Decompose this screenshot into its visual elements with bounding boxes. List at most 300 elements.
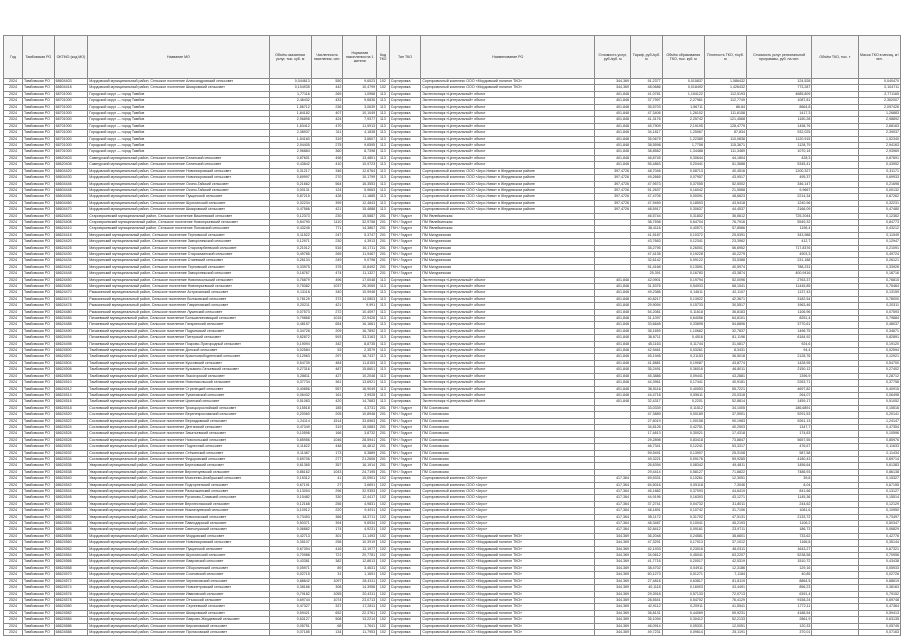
table-cell[interactable]: Городской округ — город Тамбов xyxy=(88,123,269,129)
table-cell[interactable]: 3,9928 xyxy=(343,392,377,398)
column-header[interactable]: Масса ТКО в месяц, кг/чел. xyxy=(858,36,900,79)
table-cell[interactable]: 0,11522 xyxy=(269,232,311,238)
table-cell[interactable]: 0,31802 xyxy=(662,213,704,219)
table-cell[interactable]: 0,11467 xyxy=(269,450,311,456)
table-cell[interactable]: Сосновский муниципальный район, Сельское поселение Подлесный сельсовет xyxy=(88,444,269,450)
table-cell[interactable]: 8,7398 xyxy=(343,149,377,155)
table-cell[interactable]: 2024 xyxy=(4,91,23,97)
table-cell[interactable]: 4,3913 xyxy=(343,239,377,245)
table-cell[interactable]: 2024 xyxy=(4,623,23,629)
table-cell[interactable]: Тамбовская РО xyxy=(22,572,54,578)
table-cell[interactable]: Экотехнопарк «Центральный» объект xyxy=(421,348,595,354)
table-cell[interactable]: 2024 xyxy=(4,303,23,309)
table-cell[interactable]: Мордовский муниципальный район, Сельское поселение Черняновский сельсовет xyxy=(88,578,269,584)
table-cell[interactable]: 2166,09 xyxy=(746,207,811,213)
table-cell[interactable]: 2024 xyxy=(4,380,23,386)
table-cell[interactable]: 1396,9 xyxy=(746,373,811,379)
table-cell[interactable]: 42,1933 xyxy=(631,546,663,552)
table-cell[interactable]: ТКН / Гидрот xyxy=(389,444,421,450)
table-cell[interactable]: 5,3747 xyxy=(343,232,377,238)
table-cell[interactable]: Сортировка xyxy=(389,585,421,591)
table-cell[interactable]: 1240,96 xyxy=(746,200,811,206)
table-cell[interactable]: 417,364 xyxy=(595,514,631,520)
table-cell[interactable]: 0,27402 xyxy=(858,367,900,373)
table-cell[interactable]: 47,4135 xyxy=(631,251,663,257)
table-cell[interactable]: 2024 xyxy=(4,456,23,462)
table-cell[interactable]: 52,8412 xyxy=(631,527,663,533)
table-cell[interactable]: 16,9049 xyxy=(343,386,377,392)
table-cell[interactable]: Мордовский муниципальный район, Сельское поселение Пущинский сельсовет xyxy=(88,546,269,552)
table-cell[interactable]: 32,9758 xyxy=(343,219,377,225)
table-cell[interactable]: Экотехнопарк «Центральный» объект xyxy=(421,143,595,149)
table-cell[interactable]: 16,4812 xyxy=(343,444,377,450)
table-cell[interactable]: Тамбовская РО xyxy=(22,187,54,193)
table-cell[interactable]: 0,85976 xyxy=(858,437,900,443)
table-cell[interactable]: 43,5418 xyxy=(704,200,746,206)
table-cell[interactable]: 0,31171 xyxy=(858,168,900,174)
table-cell[interactable]: ТКН / Гидрот xyxy=(389,405,421,411)
table-cell[interactable]: 2024 xyxy=(4,540,23,546)
table-cell[interactable]: 46,0311 xyxy=(704,546,746,552)
table-cell[interactable]: 1428,95 xyxy=(746,360,811,366)
table-cell[interactable]: ПМ Сосновская xyxy=(421,456,595,462)
table-cell[interactable]: 113 xyxy=(377,367,390,373)
table-cell[interactable]: 0,12373 xyxy=(269,213,311,219)
table-cell[interactable]: 1,84182 xyxy=(269,111,311,117)
table-cell[interactable]: Уваровский муниципальный район, Сельское поселение Разъезжинский сельсовет xyxy=(88,489,269,495)
table-cell[interactable]: 442 xyxy=(311,85,343,91)
table-cell[interactable]: 68624510 xyxy=(54,380,88,386)
table-cell[interactable]: ПМ Сосновская xyxy=(421,424,595,430)
table-cell[interactable]: 2024 xyxy=(4,431,23,437)
table-cell[interactable]: 111,6158 xyxy=(704,111,746,117)
table-cell[interactable]: 5345,41 xyxy=(746,162,811,168)
table-cell[interactable]: Экотехнопарк «Центральный» объект xyxy=(421,322,595,328)
table-cell[interactable]: Тамбовская РО xyxy=(22,149,54,155)
table-cell[interactable]: 0,21012 xyxy=(269,245,311,251)
table-cell[interactable]: 0,73497 xyxy=(858,514,900,520)
table-cell[interactable]: Тамбовская РО xyxy=(22,565,54,571)
table-cell[interactable]: Сортировка xyxy=(389,540,421,546)
table-cell[interactable]: Тамбовская РО xyxy=(22,111,54,117)
table-cell[interactable]: 68624588 xyxy=(54,629,88,635)
table-cell[interactable]: 2024 xyxy=(4,296,23,302)
table-cell[interactable]: 2024 xyxy=(4,489,23,495)
table-cell[interactable]: 421 xyxy=(311,303,343,309)
table-cell[interactable]: 2024 xyxy=(4,424,23,430)
table-cell[interactable]: Экотехнопарк «Центральный» объект xyxy=(421,341,595,347)
table-cell[interactable]: 113 xyxy=(377,155,390,161)
table-cell[interactable]: Сортировочный комплекс ООО «Мордовский полигон ТКО» xyxy=(421,617,595,623)
table-cell[interactable]: 0,07185 xyxy=(269,629,311,635)
table-cell[interactable]: 2,94163 xyxy=(858,143,900,149)
table-cell[interactable]: 0,13591 xyxy=(662,264,704,270)
table-cell[interactable]: 401,848 xyxy=(595,123,631,129)
table-cell[interactable]: 68624508 xyxy=(54,373,88,379)
table-cell[interactable]: 0,42751 xyxy=(662,424,704,430)
table-cell[interactable]: Тамбовская РО xyxy=(22,341,54,347)
table-cell[interactable]: 0,87601 xyxy=(269,155,311,161)
table-cell[interactable]: 10,0901 xyxy=(343,476,377,482)
table-cell[interactable]: 63,2207 xyxy=(704,553,746,559)
table-cell[interactable]: Тамбовская РО xyxy=(22,181,54,187)
table-cell[interactable]: 2024 xyxy=(4,604,23,610)
table-cell[interactable]: 400,9416 xyxy=(746,271,811,277)
table-cell[interactable]: 49,3221 xyxy=(631,456,663,462)
table-cell[interactable]: 52,8814 xyxy=(704,399,746,405)
table-cell[interactable]: 0,09614 xyxy=(662,629,704,635)
table-cell[interactable]: 0,00131 xyxy=(269,187,311,193)
table-cell[interactable]: 4,3731 xyxy=(343,405,377,411)
table-cell[interactable]: 587,58 xyxy=(746,450,811,456)
table-cell[interactable]: Мордовский муниципальный район, Сельское поселение Кирсановский сельсовет xyxy=(88,623,269,629)
table-cell[interactable]: 0,11549 xyxy=(858,232,900,238)
table-cell[interactable]: 1,54160 xyxy=(269,136,311,142)
table-cell[interactable]: 2024 xyxy=(4,617,23,623)
table-cell[interactable]: 166 xyxy=(311,431,343,437)
table-cell[interactable]: 81,1196 xyxy=(704,335,746,341)
table-cell[interactable]: 38,4702 xyxy=(631,565,663,571)
table-cell[interactable]: 201 xyxy=(377,405,390,411)
table-cell[interactable]: Экотехнопарк «Центральный» объект xyxy=(421,328,595,334)
table-cell[interactable]: ПМ Мичуринская xyxy=(421,245,595,251)
table-cell[interactable]: 2024 xyxy=(4,187,23,193)
table-cell[interactable]: 54,6806 xyxy=(704,322,746,328)
table-cell[interactable]: 2024 xyxy=(4,181,23,187)
table-cell[interactable]: 2024 xyxy=(4,149,23,155)
table-cell[interactable]: 401,848 xyxy=(595,155,631,161)
table-cell[interactable]: 201 xyxy=(377,456,390,462)
table-cell[interactable]: 6391,4 xyxy=(746,591,811,597)
table-cell[interactable]: 0,20441 xyxy=(662,162,704,168)
table-cell[interactable]: 0,104935 xyxy=(269,85,311,91)
table-cell[interactable]: 0,87262 xyxy=(858,194,900,200)
table-cell[interactable]: 1046 xyxy=(311,437,343,443)
table-cell[interactable]: Тамбовская РО xyxy=(22,264,54,270)
table-cell[interactable]: 28,5941 xyxy=(343,437,377,443)
table-cell[interactable]: 1,56711 xyxy=(662,104,704,110)
table-cell[interactable]: 0,05331 xyxy=(662,623,704,629)
table-cell[interactable]: 57,8566 xyxy=(704,226,746,232)
table-cell[interactable]: 44,6419 xyxy=(704,489,746,495)
table-cell[interactable]: 0,85956 xyxy=(269,437,311,443)
table-cell[interactable]: Сортировочный комплекс ООО «Агро» xyxy=(421,527,595,533)
table-cell[interactable]: 375 xyxy=(311,264,343,270)
table-cell[interactable]: 2024 xyxy=(4,367,23,373)
table-cell[interactable]: 68624522 xyxy=(54,418,88,424)
table-cell[interactable]: 0,30637 xyxy=(662,207,704,213)
table-cell[interactable]: 39,8 xyxy=(746,476,811,482)
table-cell[interactable]: 0,40053 xyxy=(662,386,704,392)
table-cell[interactable]: 397,4726 xyxy=(595,200,631,206)
table-cell[interactable]: 2024 xyxy=(4,444,23,450)
table-cell[interactable]: 2,96884 xyxy=(269,149,311,155)
table-cell[interactable]: 11,1327 xyxy=(343,271,377,277)
table-cell[interactable]: 0,15516 xyxy=(858,405,900,411)
table-cell[interactable]: 2024 xyxy=(4,168,23,174)
table-cell[interactable]: Сортировочный комплекс ООО «Агро» xyxy=(421,476,595,482)
table-cell[interactable]: 0,13159 xyxy=(858,290,900,296)
table-cell[interactable]: 128,4779 xyxy=(704,123,746,129)
table-cell[interactable]: 2024 xyxy=(4,392,23,398)
table-cell[interactable]: 0,67394 xyxy=(269,546,311,552)
table-cell[interactable]: 401,848 xyxy=(595,373,631,379)
table-cell[interactable]: 68701000 xyxy=(54,104,88,110)
table-cell[interactable]: Сортировка xyxy=(389,194,421,200)
table-cell[interactable]: Мичуринский муниципальный район, Сельское поселение Старотарбеевский сельсовет xyxy=(88,245,269,251)
table-cell[interactable]: 87,834 xyxy=(704,130,746,136)
table-cell[interactable]: Сортировка xyxy=(389,367,421,373)
table-cell[interactable]: 397,4726 xyxy=(595,207,631,213)
table-cell[interactable]: 68624564 xyxy=(54,553,88,559)
table-cell[interactable]: Уваровский муниципальный район, Сельское поселение Свинолужский сельсовет xyxy=(88,527,269,533)
table-cell[interactable]: Тамбовская РО xyxy=(22,623,54,629)
table-cell[interactable]: Сортировка xyxy=(389,476,421,482)
table-cell[interactable]: Мордовский муниципальный район, Сельское поселение Шмаровский сельсовет xyxy=(88,610,269,616)
table-cell[interactable]: Тамбовская РО xyxy=(22,399,54,405)
table-cell[interactable]: 0,15514 xyxy=(858,495,900,501)
table-cell[interactable]: Экотехнопарк «Центральный» объект xyxy=(421,303,595,309)
table-cell[interactable]: 0,27316 xyxy=(269,367,311,373)
table-cell[interactable]: 5238,58 xyxy=(746,553,811,559)
table-cell[interactable]: 34,8126 xyxy=(631,424,663,430)
table-cell[interactable]: 924,6 xyxy=(746,341,811,347)
table-cell[interactable]: Староюрьевский муниципальный район, Сельское поселение Поповский сельсовет xyxy=(88,226,269,232)
table-cell[interactable]: 0,00091 xyxy=(662,194,704,200)
table-cell[interactable]: 68624546 xyxy=(54,495,88,501)
table-cell[interactable]: Тамбовская РО xyxy=(22,604,54,610)
table-cell[interactable]: 0,43245 xyxy=(269,226,311,232)
table-cell[interactable]: ПМ Сосновская xyxy=(421,437,595,443)
table-cell[interactable]: Тамбовская РО xyxy=(22,85,54,91)
table-cell[interactable]: 31 xyxy=(311,572,343,578)
table-cell[interactable]: 0,05118 xyxy=(662,482,704,488)
table-cell[interactable]: 401,848 xyxy=(595,130,631,136)
table-cell[interactable]: 121,4568 xyxy=(704,117,746,123)
table-cell[interactable]: Сортировка xyxy=(389,187,421,193)
table-cell[interactable]: 3,6691 xyxy=(343,482,377,488)
table-cell[interactable]: 0,04911 xyxy=(662,565,704,571)
table-cell[interactable]: 49,7231 xyxy=(631,629,663,635)
table-cell[interactable]: Тамбовская РО xyxy=(22,130,54,136)
table-cell[interactable]: 0,54933 xyxy=(662,284,704,290)
table-cell[interactable]: 330 xyxy=(311,495,343,501)
table-cell[interactable]: 102 xyxy=(377,610,390,616)
table-cell[interactable]: 773,287 xyxy=(746,85,811,91)
table-cell[interactable]: Сортировка xyxy=(389,392,421,398)
table-cell[interactable]: 487 xyxy=(311,367,343,373)
table-cell[interactable]: 401,848 xyxy=(595,162,631,168)
table-cell[interactable]: Сортировочный комплекс ООО «Мордовский полигон ТКО» xyxy=(421,591,595,597)
table-cell[interactable]: 2,3579 xyxy=(343,348,377,354)
table-cell[interactable]: 13,1977 xyxy=(343,546,377,552)
table-cell[interactable]: 35,5703 xyxy=(631,104,663,110)
table-cell[interactable]: Сортировочный комплекс ООО «Агро» xyxy=(421,489,595,495)
table-cell[interactable]: 1128,79 xyxy=(746,143,811,149)
table-cell[interactable]: 397,4726 xyxy=(595,194,631,200)
table-cell[interactable]: 0,43952 xyxy=(858,162,900,168)
table-cell[interactable]: 113 xyxy=(377,277,390,283)
table-cell[interactable]: Тамбовская РО xyxy=(22,578,54,584)
table-cell[interactable]: 15,0883 xyxy=(343,424,377,430)
table-cell[interactable]: 4,9231 xyxy=(343,527,377,533)
table-cell[interactable]: 36,1659 xyxy=(631,328,663,334)
table-cell[interactable]: Тамбовская РО xyxy=(22,373,54,379)
table-cell[interactable]: Сортировочный комплекс ООО «Агро-Нива» в Жердевском районе xyxy=(421,200,595,206)
table-cell[interactable]: 68624410 xyxy=(54,226,88,232)
table-cell[interactable]: 1097 xyxy=(311,578,343,584)
table-cell[interactable]: Сортировка xyxy=(389,155,421,161)
table-cell[interactable]: 68624526 xyxy=(54,431,88,437)
table-cell[interactable]: Уваровский муниципальный район, Сельское поселение Нижнечуевский сельсовет xyxy=(88,508,269,514)
table-cell[interactable]: ПМ Явлейкинская xyxy=(421,213,595,219)
table-cell[interactable]: 0,86162 xyxy=(269,469,311,475)
table-cell[interactable]: Мордовский муниципальный район, Сельское поселение Александровский сельсовет xyxy=(88,79,269,85)
table-cell[interactable]: 416 xyxy=(311,546,343,552)
table-cell[interactable]: 0,01271 xyxy=(662,572,704,578)
table-cell[interactable]: 0,34728 xyxy=(269,328,311,334)
table-cell[interactable]: Сортировочный комплекс ООО «Мордовский полигон ТКО» xyxy=(421,597,595,603)
table-cell[interactable]: 113 xyxy=(377,200,390,206)
table-cell[interactable]: 401,848 xyxy=(595,104,631,110)
table-cell[interactable]: 68624450 xyxy=(54,277,88,283)
table-cell[interactable]: Экотехнопарк «Центральный» объект xyxy=(421,104,595,110)
table-cell[interactable]: Мичуринский муниципальный район, Сельское поселение Новоникольский сельсовет xyxy=(88,277,269,283)
table-cell[interactable]: Экотехнопарк «Центральный» объект xyxy=(421,98,595,104)
table-cell[interactable]: 13,2214 xyxy=(343,617,377,623)
table-cell[interactable]: 0,49785 xyxy=(269,251,311,257)
table-cell[interactable]: Тамбовская РО xyxy=(22,540,54,546)
table-cell[interactable]: 733,62 xyxy=(746,533,811,539)
table-cell[interactable]: 401,848 xyxy=(595,335,631,341)
table-cell[interactable]: 36,8131 xyxy=(631,610,663,616)
table-cell[interactable]: 2024 xyxy=(4,200,23,206)
table-cell[interactable]: 401,848 xyxy=(595,284,631,290)
table-cell[interactable]: 2024 xyxy=(4,450,23,456)
table-cell[interactable]: 54,2081 xyxy=(631,309,663,315)
table-cell[interactable]: 43,2881 xyxy=(704,373,746,379)
table-cell[interactable]: 249 xyxy=(311,258,343,264)
table-cell[interactable]: Мордовский муниципальный район, Сельское поселение Лаврово-Жердевский сельсовет xyxy=(88,617,269,623)
table-cell[interactable]: 10,9723 xyxy=(343,162,377,168)
table-cell[interactable]: 0,28712 xyxy=(858,373,900,379)
table-cell[interactable]: 68620408 xyxy=(54,162,88,168)
table-cell[interactable]: Сортировка xyxy=(389,175,421,181)
table-cell[interactable]: Сортировка xyxy=(389,380,421,386)
table-cell[interactable]: 0,79182 xyxy=(269,591,311,597)
table-cell[interactable]: 0,47327 xyxy=(269,604,311,610)
table-cell[interactable]: 2133,72 xyxy=(746,514,811,520)
table-cell[interactable]: Тамбовский муниципальный район, Сельское поселение Тулиновский сельсовет xyxy=(88,392,269,398)
table-cell[interactable]: 32,7837 xyxy=(704,328,746,334)
table-cell[interactable]: 1,7758 xyxy=(662,143,704,149)
table-cell[interactable]: 373 xyxy=(311,296,343,302)
table-cell[interactable]: ТКН / Гидрот xyxy=(389,437,421,443)
table-cell[interactable]: Уваровский муниципальный район, Сельское поселение Моисеево-Алабушский сельсовет xyxy=(88,476,269,482)
table-cell[interactable]: 0,20141 xyxy=(858,412,900,418)
table-cell[interactable]: 1,586432 xyxy=(704,79,746,85)
table-cell[interactable]: 110,0838 xyxy=(704,136,746,142)
table-cell[interactable]: Сортировочный комплекс ООО «Мордовский полигон ТКО» xyxy=(421,540,595,546)
table-cell[interactable]: 68624530 xyxy=(54,444,88,450)
table-cell[interactable]: Сосновский муниципальный район, Сельское поселение Верхнеярославский сельсовет xyxy=(88,412,269,418)
table-cell[interactable]: 2150,12 xyxy=(746,367,811,373)
table-cell[interactable]: Тамбовская РО xyxy=(22,392,54,398)
table-cell[interactable]: 5,3889 xyxy=(343,450,377,456)
table-cell[interactable]: 2024 xyxy=(4,469,23,475)
table-cell[interactable]: 41,5187 xyxy=(631,232,663,238)
table-cell[interactable]: 68604470 xyxy=(54,207,88,213)
table-cell[interactable]: Тамбовская РО xyxy=(22,367,54,373)
table-cell[interactable]: 0,21698 xyxy=(858,181,900,187)
table-cell[interactable]: 42,9112 xyxy=(631,604,663,610)
table-cell[interactable]: 4,9831 xyxy=(343,501,377,507)
table-cell[interactable]: Экотехнопарк «Центральный» объект xyxy=(421,296,595,302)
table-cell[interactable]: 113 xyxy=(377,187,390,193)
table-cell[interactable]: 0,08342 xyxy=(662,463,704,469)
table-cell[interactable]: 2,98892 xyxy=(858,117,900,123)
table-cell[interactable]: Мордовский муниципальный район, Сельское поселение Сосновский сельсовет xyxy=(88,572,269,578)
table-cell[interactable]: 4180,43 xyxy=(746,456,811,462)
table-cell[interactable]: 10,3919 xyxy=(343,540,377,546)
table-cell[interactable]: 2024 xyxy=(4,399,23,405)
table-cell[interactable]: 344,369 xyxy=(595,629,631,635)
table-cell[interactable]: 2024 xyxy=(4,104,23,110)
table-cell[interactable]: Тамбовская РО xyxy=(22,143,54,149)
table-cell[interactable]: Сортировка xyxy=(389,565,421,571)
table-cell[interactable]: ТКН / Гидрот xyxy=(389,431,421,437)
table-cell[interactable]: 68624474 xyxy=(54,296,88,302)
table-cell[interactable]: 201 xyxy=(377,251,390,257)
table-cell[interactable]: 2024 xyxy=(4,251,23,257)
table-cell[interactable]: 205 xyxy=(311,412,343,418)
table-cell[interactable]: 113 xyxy=(377,309,390,315)
table-cell[interactable]: 73,8847 xyxy=(704,437,746,443)
table-cell[interactable]: 2024 xyxy=(4,463,23,469)
table-cell[interactable]: ПМ Мичуринская xyxy=(421,271,595,277)
table-cell[interactable]: 4685,809 xyxy=(746,91,811,97)
table-cell[interactable]: ТКН / Гидрот xyxy=(389,219,421,225)
table-cell[interactable]: 102 xyxy=(377,540,390,546)
table-cell[interactable]: 0,36016 xyxy=(662,367,704,373)
table-cell[interactable]: 76,4129 xyxy=(704,597,746,603)
table-cell[interactable]: 49,2665 xyxy=(631,175,663,181)
table-cell[interactable]: 68624548 xyxy=(54,501,88,507)
table-cell[interactable]: 16,7892 xyxy=(343,328,377,334)
table-cell[interactable]: 38,6601 xyxy=(704,533,746,539)
table-cell[interactable]: 9261,13 xyxy=(746,418,811,424)
table-cell[interactable]: 272 xyxy=(311,309,343,315)
table-cell[interactable]: 68701000 xyxy=(54,98,88,104)
table-cell[interactable]: 2024 xyxy=(4,585,23,591)
table-cell[interactable]: 36,5612 xyxy=(704,213,746,219)
table-cell[interactable]: 41,5541 xyxy=(704,604,746,610)
table-cell[interactable]: Сортировочный комплекс ООО «Мордовский полигон ТКО» xyxy=(421,565,595,571)
table-cell[interactable]: 401,848 xyxy=(595,367,631,373)
table-cell[interactable]: 113 xyxy=(377,322,390,328)
table-cell[interactable]: 55,4863 xyxy=(631,162,663,168)
table-cell[interactable]: 0,51083 xyxy=(269,399,311,405)
table-cell[interactable]: 37,1012 xyxy=(704,540,746,546)
table-cell[interactable]: 0,20060 xyxy=(269,412,311,418)
table-cell[interactable]: 0,63135 xyxy=(858,617,900,623)
table-cell[interactable]: ТКН / Гидрот xyxy=(389,245,421,251)
table-cell[interactable]: 0,05611 xyxy=(662,392,704,398)
table-cell[interactable]: 40,2503 xyxy=(704,424,746,430)
table-cell[interactable]: Сортировка xyxy=(389,521,421,527)
table-cell[interactable]: Мордовский муниципальный район, Сельское поселение Осино-Гайский сельсовет xyxy=(88,187,269,193)
table-cell[interactable]: 2024 xyxy=(4,290,23,296)
